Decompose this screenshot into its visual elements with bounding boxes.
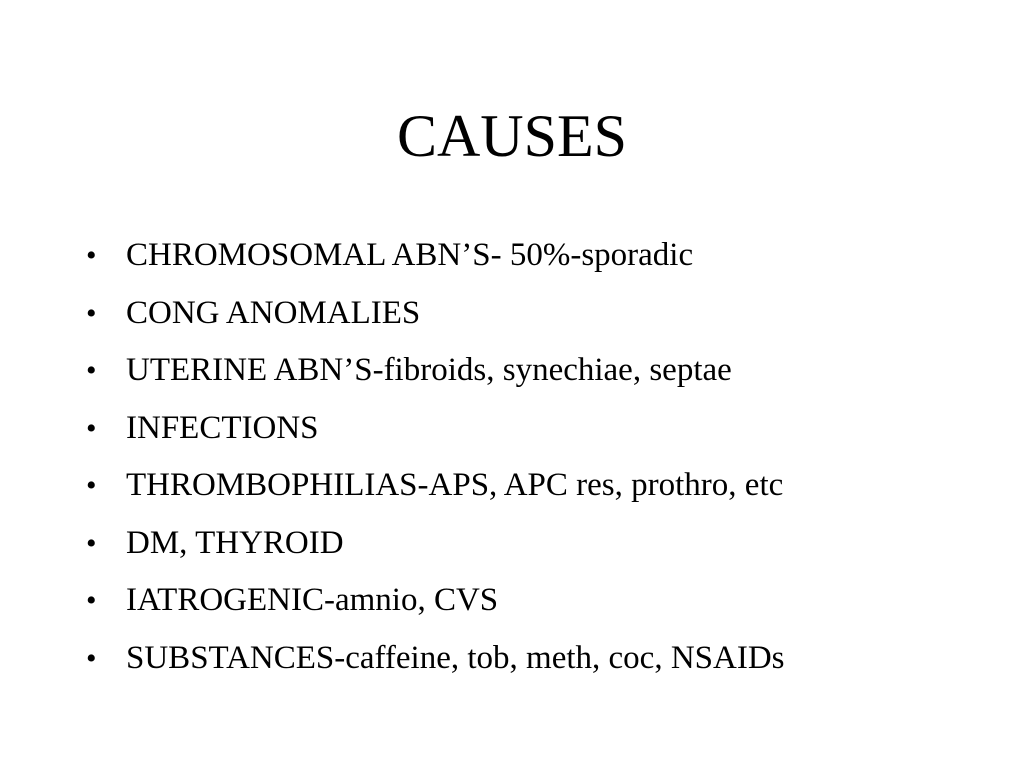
bullet-item-dm-thyroid [86, 515, 785, 573]
bullet-icon: • [86, 296, 97, 330]
bullet-item-uterine [86, 342, 785, 400]
bullet-icon: • [86, 354, 97, 387]
bullet-text: SUBSTANCES-caffeine, tob, meth, coc, NSAIDs [126, 639, 785, 676]
bullet-text: THROMBOPHILIAS-APS, APC res, prothro, etc [126, 467, 784, 503]
bullet-icon: • [86, 641, 97, 675]
bullet-item-infections [86, 400, 785, 458]
bullet-text: DM, THYROID [126, 524, 344, 561]
bullet-text: CONG ANOMALIES [126, 294, 421, 331]
bullet-item-substances [86, 630, 785, 688]
bullet-icon: • [86, 411, 97, 445]
bullet-item-iatrogenic [86, 572, 785, 630]
bullet-item-thrombophilias [86, 457, 785, 515]
bullet-icon: • [86, 239, 97, 272]
bullet-text: INFECTIONS [126, 409, 319, 446]
bullet-item-chromosomal [86, 227, 785, 285]
bullet-item-cong-anomalies [86, 285, 785, 343]
bullet-text: UTERINE ABN’S-fibroids, synechiae, septae [126, 352, 732, 388]
bullet-icon: • [86, 526, 97, 560]
slide-title: CAUSES [396, 103, 628, 169]
bullet-list [86, 227, 785, 687]
bullet-icon: • [86, 584, 97, 617]
bullet-text: CHROMOSOMAL ABN’S- 50%-sporadic [126, 237, 694, 273]
bullet-icon: • [86, 469, 97, 502]
bullet-text: IATROGENIC-amnio, CVS [126, 582, 499, 618]
